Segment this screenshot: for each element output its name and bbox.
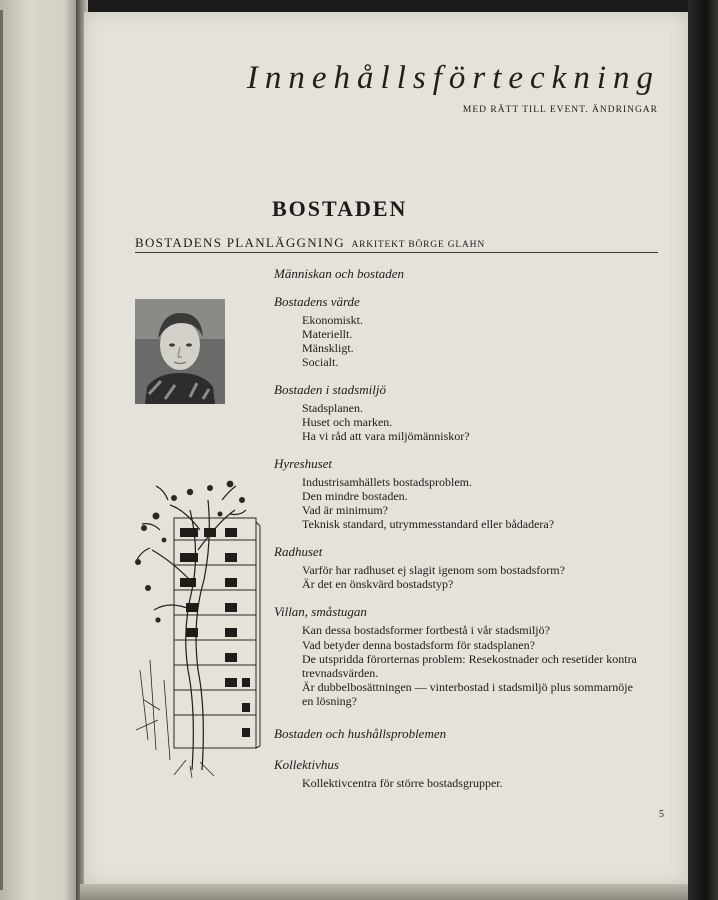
toc-item: Varför har radhuset ej slagit igenom som bostadsform?	[302, 563, 565, 577]
toc-item: trevnadsvärden.	[302, 666, 379, 680]
toc-item: Materiellt.	[302, 327, 353, 341]
toc-topic: Bostadens värde	[274, 294, 360, 309]
toc-item: Kan dessa bostadsformer fortbestå i vår stadsmiljö?	[302, 623, 550, 637]
toc-topic: Bostaden och hushållsproblemen	[274, 726, 447, 741]
planning-heading	[135, 235, 485, 251]
left-page	[0, 0, 80, 900]
toc-topic: Radhuset	[274, 544, 323, 559]
toc-item: Är dubbelbosättningen — vinterbostad i stadsmiljö plus sommarnöje	[302, 680, 633, 694]
toc-topic: Människan och bostaden	[274, 266, 404, 281]
toc-item: Industrisamhällets bostadsproblem.	[302, 475, 472, 489]
toc-item: Vad betyder denna bostadsform för stadsplanen?	[302, 638, 535, 652]
heading-rule	[135, 252, 658, 253]
toc-item: Kollektivcentra för större bostadsgrupper.	[302, 776, 503, 790]
toc-item: Mänskligt.	[302, 341, 354, 355]
toc-item: Ha vi råd att vara miljömänniskor?	[302, 429, 470, 443]
toc-item: Huset och marken.	[302, 415, 393, 429]
toc-item: Vad är minimum?	[302, 503, 388, 517]
toc-item: Ekonomiskt.	[302, 313, 364, 327]
toc-item: Stadsplanen.	[302, 401, 363, 415]
architect-credit: ARKITEKT BÖRGE GLAHN	[351, 240, 485, 250]
toc-topic: Bostaden i stadsmiljö	[274, 382, 386, 397]
left-page-edge	[0, 10, 3, 890]
toc-item: Teknisk standard, utrymmesstandard eller bådadera?	[302, 517, 555, 531]
planning-heading-text: BOSTADENS PLANLÄGGNING	[135, 235, 345, 250]
toc-topic: Kollektivhus	[274, 757, 339, 772]
toc-item: Den mindre bostaden.	[302, 489, 408, 503]
toc-item: en lösning?	[302, 694, 357, 708]
section-title: BOSTADEN	[272, 196, 408, 221]
toc-item: Socialt.	[302, 355, 339, 369]
building-tree-illustration	[130, 470, 262, 780]
book-cover-edge	[688, 0, 718, 900]
page-subtitle: MED RÄTT TILL EVENT. ÄNDRINGAR	[462, 105, 658, 115]
toc-item: De utspridda förorternas problem: Resekostnader och resetider kontra	[302, 652, 637, 666]
toc-topic: Hyreshuset	[274, 456, 333, 471]
toc-item: Är det en önskvärd bostadstyp?	[302, 577, 454, 591]
page-number: 5	[659, 809, 664, 820]
page-bottom-edge	[80, 884, 718, 900]
toc-topic: Villan, småstugan	[274, 604, 367, 619]
page-title: Innehållsförteckning	[246, 60, 660, 96]
architect-portrait-photo	[135, 299, 225, 404]
